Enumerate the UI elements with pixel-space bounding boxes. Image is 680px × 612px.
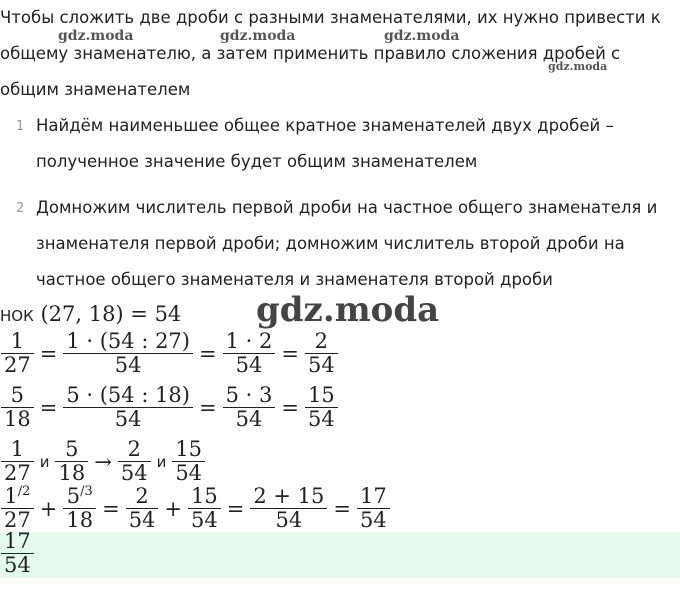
watermark: gdz.moda <box>58 28 134 44</box>
fraction: $\frac{2}{54}$ <box>305 330 338 377</box>
intro-text: Чтобы сложить две дроби с разными знаменателями, их нужно привести к общему знаменателю, а затем применить правило сложения дробей с общим знаменателем <box>0 8 661 99</box>
fraction: $\frac{17}{54}$ <box>357 485 390 532</box>
fraction: $\frac{15}{54}$ <box>172 438 205 485</box>
equation-line-1: $\frac{1}{27}$ = $\frac{1 \cdot (54 : 27)}{54}$ = $\frac{1 \cdot 2}{54}$ = $\frac{2}{54}$ <box>0 330 339 377</box>
fraction: $\frac{5}{18}$ <box>1 384 34 431</box>
fraction: $\frac{1 \cdot (54 : 27)}{54}$ <box>63 330 193 377</box>
equation-line-4: $\frac{1^{/2}}{27}$ + $\frac{5^{/3}}{18}$ = $\frac{2}{54}$ + $\frac{15}{54}$ = $\frac{2 + 15}{54}$ = $\frac{17}{54}$ <box>0 485 391 532</box>
fraction: $\frac{5 \cdot (54 : 18)}{54}$ <box>63 384 193 431</box>
fraction: $\frac{2 + 15}{54}$ <box>250 485 327 532</box>
fraction: $\frac{1}{27}$ <box>1 438 34 485</box>
nok-line <box>0 302 181 326</box>
arrow-icon: → <box>94 449 112 474</box>
step-text: Найдём наименьшее общее кратное знаменателей двух дробей – полученное значение будет общим знаменателем <box>36 116 614 171</box>
answer-fraction: $\frac{17}{54}$ <box>0 530 35 577</box>
watermark: gdz.moda <box>220 28 296 44</box>
fraction: $\frac{15}{54}$ <box>305 384 338 431</box>
and-word: и <box>156 452 167 471</box>
step-number: 1 <box>16 119 25 134</box>
and-word: и <box>39 452 50 471</box>
answer-box <box>0 532 680 578</box>
equation-line-2: $\frac{5}{18}$ = $\frac{5 \cdot (54 : 18)}{54}$ = $\frac{5 \cdot 3}{54}$ = $\frac{15}{54}$ <box>0 384 339 431</box>
equation-line-3 <box>0 438 206 485</box>
watermark: gdz.moda <box>384 28 460 44</box>
fraction: $\frac{15}{54}$ <box>188 485 221 532</box>
fraction: $\frac{5 \cdot 3}{54}$ <box>223 384 276 431</box>
watermark: gdz.moda <box>548 60 608 73</box>
nok-label: НОК <box>0 307 34 325</box>
fraction: $\frac{2}{54}$ <box>118 438 151 485</box>
nok-args: (27, 18) = 54 <box>40 302 182 326</box>
watermark-large: gdz.moda <box>256 290 440 330</box>
fraction: $\frac{1 \cdot 2}{54}$ <box>223 330 276 377</box>
fraction: $\frac{5}{18}$ <box>55 438 88 485</box>
step-number: 2 <box>16 201 25 216</box>
fraction: $\frac{1^{/2}}{27}$ <box>1 485 34 532</box>
fraction: $\frac{2}{54}$ <box>126 485 159 532</box>
fraction: $\frac{5^{/3}}{18}$ <box>63 485 96 532</box>
step-text: Домножим числитель первой дроби на частное общего знаменателя и знаменателя первой дроби; домножим числитель второй дроби на частное общего знаменателя и знаменателя второй дроби <box>36 198 658 289</box>
fraction: $\frac{1}{27}$ <box>1 330 34 377</box>
